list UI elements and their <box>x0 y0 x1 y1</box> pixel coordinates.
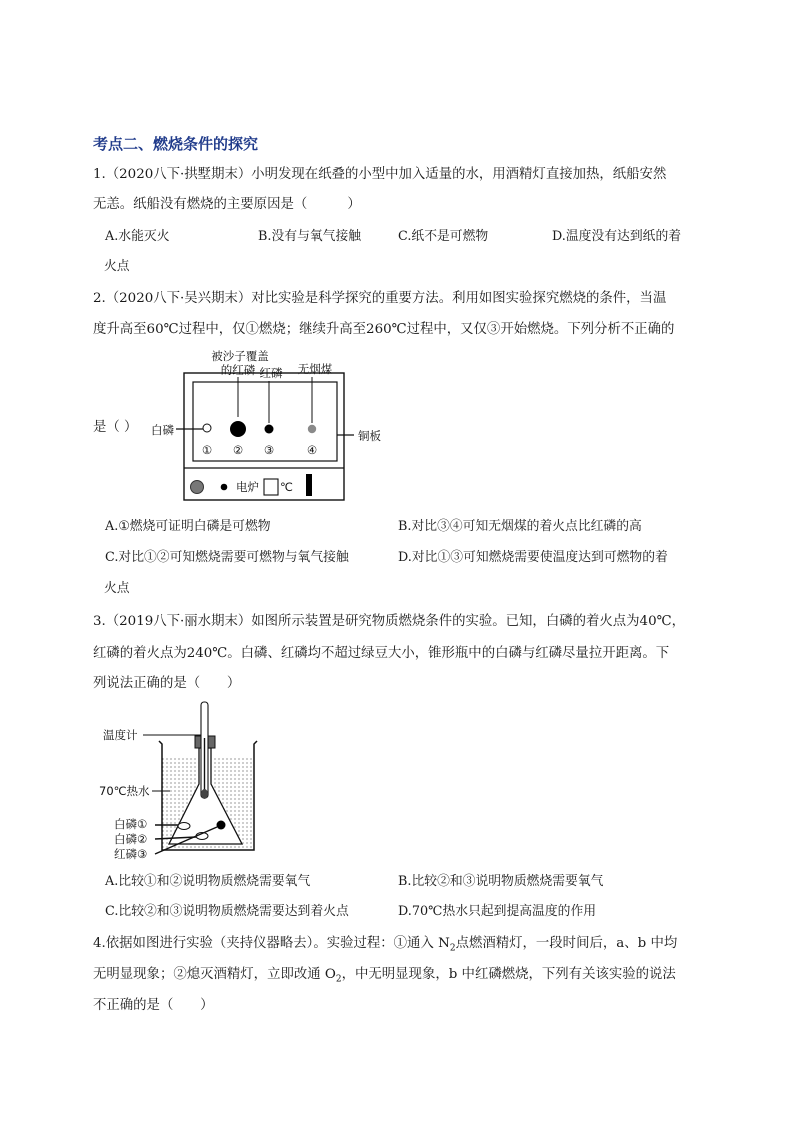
label-covered-line2: 的红磷 <box>220 363 256 377</box>
stove-switch <box>306 474 312 496</box>
q4-stem-line2: 无明显现象；②熄灭酒精灯，立即改通 $O_2$，中无明显现象，b 中红磷燃烧，下列有关该实验的说法 <box>93 967 676 985</box>
q3-option-c[interactable]: C.比较②和③说明物质燃烧需要达到着火点 <box>105 904 349 919</box>
q2-option-c[interactable]: C.对比①②可知燃烧需要可燃物与氧气接触 <box>105 550 349 565</box>
q2-option-b[interactable]: B.对比③④可知无烟煤的着火点比红磷的高 <box>398 519 642 534</box>
q1-option-d-continued: 火点 <box>104 259 130 274</box>
section-title: 考点二、燃烧条件的探究 <box>93 135 259 153</box>
q3-option-a[interactable]: A.比较①和②说明物质燃烧需要氧气 <box>105 874 311 889</box>
label-electric-stove: 电炉 <box>236 480 259 494</box>
label-thermometer: 温度计 <box>103 728 138 742</box>
q3-option-d[interactable]: D.70℃热水只起到提高温度的作用 <box>398 904 597 919</box>
label-hot-water: 70℃热水 <box>99 784 150 798</box>
stove-knob <box>191 481 204 494</box>
q2-option-d-continued: 火点 <box>104 581 130 596</box>
stove-indicator-light <box>221 484 228 491</box>
marker-4: ④ <box>306 443 318 457</box>
q1-stem-line1: 1.（2020八下·拱墅期末）小明发现在纸叠的小型中加入适量的水，用酒精灯直接加热，纸船安然 <box>93 167 667 182</box>
temperature-display <box>264 479 278 495</box>
sample-anthracite <box>308 425 316 433</box>
red-phosphorus-3 <box>217 821 226 830</box>
label-white-phosphorus-2: 白磷② <box>114 832 148 846</box>
q3-apparatus-figure <box>98 698 258 864</box>
q1-stem-line2: 无恙。纸船没有燃烧的主要原因是（ ） <box>93 197 361 212</box>
marker-2: ② <box>232 443 244 457</box>
label-white-phosphorus-1: 白磷① <box>114 817 148 831</box>
q2-option-d[interactable]: D.对比①③可知燃烧需要使温度达到可燃物的着 <box>398 550 668 565</box>
label-copper-plate: 铜板 <box>358 429 381 443</box>
q2-stem-line1: 2.（2020八下·吴兴期末）对比实验是科学探究的重要方法。利用如图实验探究燃烧的条件，当温 <box>93 291 667 306</box>
label-anthracite: 无烟煤 <box>297 362 333 376</box>
marker-3: ③ <box>263 443 275 457</box>
q3-stem-line3: 列说法正确的是（ ） <box>93 676 241 691</box>
q1-option-c[interactable]: C.纸不是可燃物 <box>398 229 489 244</box>
sample-covered-red-phosphorus <box>230 421 246 437</box>
q2-option-a[interactable]: A.①燃烧可证明白磷是可燃物 <box>105 519 271 534</box>
white-phosphorus-1 <box>178 823 190 830</box>
q2-stem-line3: 是（ ） <box>93 420 138 435</box>
label-red-phosphorus: 红磷 <box>259 366 283 380</box>
label-covered-line1: 被沙子覆盖 <box>211 349 269 363</box>
q2-stem-line2: 度升高至60℃过程中，仅①燃烧；继续升高至260℃过程中，又仅③开始燃烧。下列分析不正确的 <box>93 322 675 337</box>
q3-stem-line2: 红磷的着火点为240℃。白磷、红磷均不超过绿豆大小，锥形瓶中的白磷与红磷尽量拉开距离。下 <box>93 646 670 661</box>
marker-1: ① <box>201 443 213 457</box>
sample-white-phosphorus <box>203 424 211 432</box>
label-temp-unit: ℃ <box>280 480 293 494</box>
sample-red-phosphorus <box>265 425 274 434</box>
q3-stem-line1: 3.（2019八下·丽水期末）如图所示装置是研究物质燃烧条件的实验。已知，白磷的着火点为40℃， <box>93 614 685 629</box>
q1-option-a[interactable]: A.水能灭火 <box>105 229 170 244</box>
q1-option-d[interactable]: D.温度没有达到纸的着 <box>552 229 682 244</box>
q1-option-b[interactable]: B.没有与氧气接触 <box>258 229 362 244</box>
q2-apparatus-figure <box>140 348 400 504</box>
label-white-phosphorus: 白磷 <box>151 423 174 437</box>
q4-stem-line1: 4.依据如图进行实验（夹持仪器略去）。实验过程：①通入 $N_2$点燃酒精灯，一段时间后，a、b 中均 <box>93 936 678 954</box>
label-red-phosphorus-3: 红磷③ <box>114 847 148 861</box>
q3-option-b[interactable]: B.比较②和③说明物质燃烧需要氧气 <box>398 874 604 889</box>
q4-stem-line3: 不正确的是（ ） <box>93 998 214 1013</box>
thermometer-bulb <box>201 789 208 799</box>
